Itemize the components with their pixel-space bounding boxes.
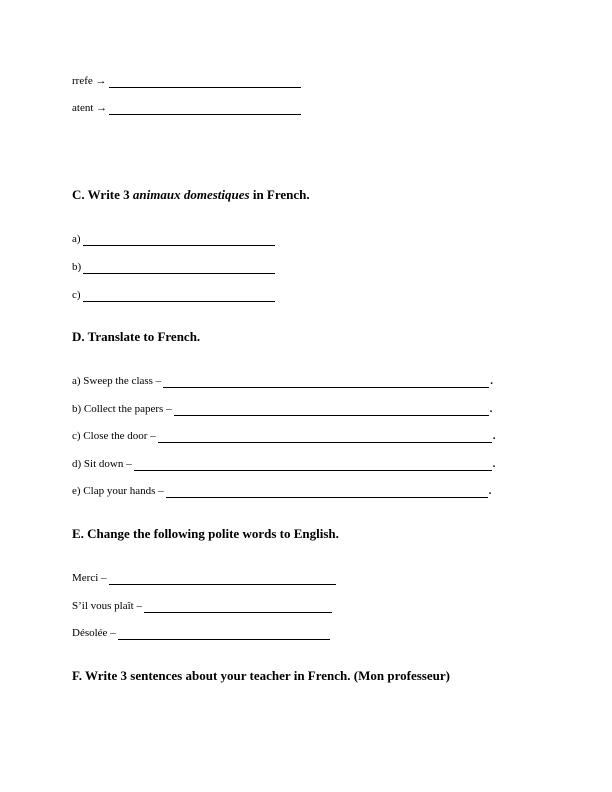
- end-period: .: [492, 458, 496, 470]
- section-f-heading: F. Write 3 sentences about your teacher in French. (Mon professeur): [72, 668, 450, 683]
- polite-word-desolee: [72, 626, 330, 640]
- answer-blank[interactable]: [163, 376, 489, 388]
- item-label: a) Sweep the class –: [72, 375, 162, 387]
- item-label: c): [72, 289, 81, 301]
- translate-item-c: [72, 429, 495, 443]
- item-label: Merci –: [72, 572, 107, 584]
- polite-word-sil-vous-plait: [72, 599, 332, 613]
- answer-blank[interactable]: [118, 628, 330, 640]
- pet-item-b: [72, 260, 275, 274]
- item-label: b) Collect the papers –: [72, 403, 172, 415]
- end-period: .: [492, 430, 496, 442]
- translate-item-b: [72, 402, 492, 416]
- item-label: c) Close the door –: [72, 430, 156, 442]
- item-label: e) Clap your hands –: [72, 485, 164, 497]
- item-label: rrefe →: [72, 75, 107, 87]
- unscramble-item-2: [72, 101, 301, 115]
- item-label: Désolée –: [72, 627, 116, 639]
- heading-italic-text: animaux domestiques: [132, 187, 250, 202]
- translate-item-d: [72, 457, 495, 471]
- end-period: .: [490, 375, 493, 387]
- answer-blank[interactable]: [166, 486, 488, 498]
- unscramble-item-1: [72, 74, 301, 88]
- answer-blank[interactable]: [83, 262, 275, 274]
- answer-blank[interactable]: [174, 404, 489, 416]
- answer-blank[interactable]: [109, 76, 301, 88]
- pet-item-c: [72, 288, 275, 302]
- item-label: d) Sit down –: [72, 458, 132, 470]
- pet-item-a: [72, 232, 275, 246]
- section-c-heading: [72, 187, 310, 203]
- polite-word-merci: [72, 571, 336, 585]
- end-period: .: [488, 485, 492, 497]
- item-label: b): [72, 261, 82, 273]
- item-label: atent →: [72, 102, 108, 114]
- answer-blank[interactable]: [109, 573, 336, 585]
- translate-item-e: [72, 484, 491, 498]
- translate-item-a: [72, 374, 493, 388]
- answer-blank[interactable]: [144, 601, 332, 613]
- heading-text: in French.: [249, 187, 310, 202]
- end-period: .: [489, 403, 493, 415]
- answer-blank[interactable]: [109, 103, 301, 115]
- heading-text: C. Write 3: [72, 187, 133, 202]
- section-e-heading: E. Change the following polite words to English.: [72, 526, 339, 541]
- item-label: a): [72, 233, 81, 245]
- answer-blank[interactable]: [134, 459, 492, 471]
- item-label: S’il vous plaît –: [72, 600, 142, 612]
- answer-blank[interactable]: [158, 431, 492, 443]
- answer-blank[interactable]: [83, 234, 275, 246]
- section-d-heading: D. Translate to French.: [72, 329, 201, 344]
- answer-blank[interactable]: [83, 290, 275, 302]
